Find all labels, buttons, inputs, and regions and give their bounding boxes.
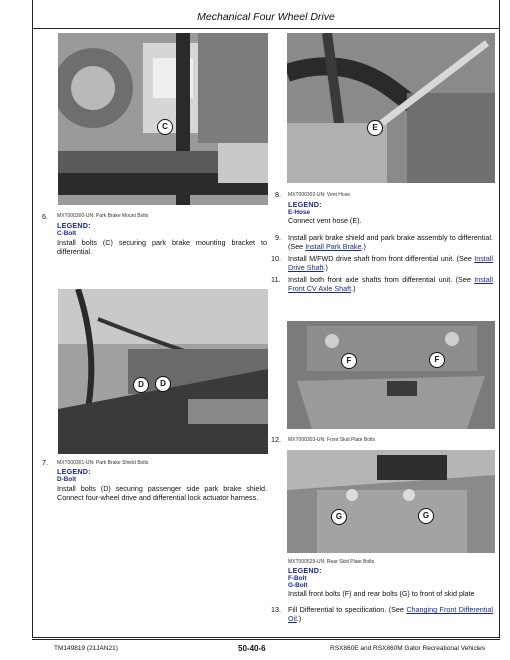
footer-right: RSX860E and RSX860M Gator Recreational Vehicles — [330, 645, 486, 652]
step-6-legend-item: C-Bolt — [57, 230, 77, 237]
photo-front-skid-plate-image — [287, 321, 495, 429]
callout-e: E — [367, 120, 383, 136]
step-9-text — [288, 233, 493, 251]
step-12-number: 12. — [271, 435, 281, 444]
photo-vent-hose-image — [287, 33, 495, 183]
step-9-number: 9. — [275, 233, 281, 242]
callout-f-right: F — [429, 352, 445, 368]
callout-d-right: D — [155, 376, 171, 392]
step-12b-legend: LEGEND: — [288, 566, 322, 575]
photo-front-skid-plate — [287, 321, 495, 429]
photo-vent-hose — [287, 33, 495, 183]
step-12-caption: MXT000303-UN: Front Skid Plate Bolts — [288, 437, 375, 443]
link-install-park-brake[interactable]: Install Park Brake — [305, 242, 362, 251]
step-13-text-a: Fill Differential to specification. (See — [288, 605, 407, 614]
step-13-number: 13. — [271, 605, 281, 614]
step-6-text: Install bolts (C) securing park brake mounting bracket to differential. — [57, 238, 267, 256]
photo-rear-skid-plate-image — [287, 450, 495, 553]
step-12b-caption: MXT000529-UN: Rear Skid Plate Bolts — [288, 559, 375, 565]
step-7-caption: MXT000301-UN: Park Brake Shield Bolts — [57, 460, 149, 466]
footer-page-number: 50-40-6 — [238, 644, 266, 653]
step-11-text — [288, 275, 493, 293]
header-divider — [33, 28, 499, 29]
link-changing-front-differential-oil[interactable]: Changing Front Differential Oil — [288, 605, 493, 623]
callout-g-right: G — [418, 508, 434, 524]
step-7-legend: LEGEND: — [57, 467, 91, 476]
step-6-legend: LEGEND: — [57, 221, 91, 230]
footer-left: TM149819 (21JAN21) — [54, 645, 118, 652]
step-12b-legend-item-2: G-Bolt — [288, 582, 308, 589]
callout-f-left: F — [341, 353, 357, 369]
step-12b-legend-item-1: F-Bolt — [288, 575, 307, 582]
step-8-text: Connect vent hose (E). — [288, 216, 362, 225]
step-13-text — [288, 605, 493, 623]
callout-d-left: D — [133, 377, 149, 393]
link-install-drive-shaft[interactable]: Install Drive Shaft — [288, 254, 493, 272]
photo-park-brake-shield — [58, 289, 268, 454]
step-11-number: 11. — [271, 275, 281, 284]
callout-g-left: G — [331, 509, 347, 525]
step-6-caption: MXT000300-UN: Park Brake Mount Bolts — [57, 213, 149, 219]
photo-rear-skid-plate — [287, 450, 495, 553]
step-7-number: 7. — [42, 458, 48, 467]
step-13-text-b: .) — [296, 614, 302, 623]
step-9-text-b: .) — [361, 242, 366, 251]
link-install-front-cv-axle-shaft[interactable]: Install Front CV Axle Shaft — [288, 275, 493, 293]
step-12b-text: Install front bolts (F) and rear bolts (G) to front of skid plate — [288, 589, 475, 598]
step-7-text: Install bolts (D) securing passenger side park brake shield. Connect four-wheel drive and differential lock actuator harness. — [57, 484, 267, 502]
page-header-title: Mechanical Four Wheel Drive — [197, 11, 335, 23]
photo-park-brake-shield-image — [58, 289, 268, 454]
step-8-legend-item: E-Hose — [288, 209, 311, 216]
step-8-caption: MXT000302-UN: Vent Hose — [288, 192, 350, 198]
callout-c: C — [157, 119, 173, 135]
step-6-number: 6. — [42, 212, 48, 221]
step-8-legend: LEGEND: — [288, 200, 322, 209]
step-9-text-a: Install park brake shield and park brake assembly to differential. (See — [288, 233, 493, 251]
footer-divider — [32, 639, 500, 640]
step-11-text-a: Install both front axle shafts from differential unit. (See — [288, 275, 475, 284]
step-7-legend-item: D-Bolt — [57, 476, 77, 483]
step-10-text-b: .) — [323, 263, 328, 272]
step-10-text-a: Install M/FWD drive shaft from front differential unit. (See — [288, 254, 475, 263]
step-10-number: 10. — [271, 254, 281, 263]
step-10-text — [288, 254, 493, 272]
step-8-number: 8. — [275, 190, 281, 199]
step-11-text-b: .) — [351, 284, 356, 293]
